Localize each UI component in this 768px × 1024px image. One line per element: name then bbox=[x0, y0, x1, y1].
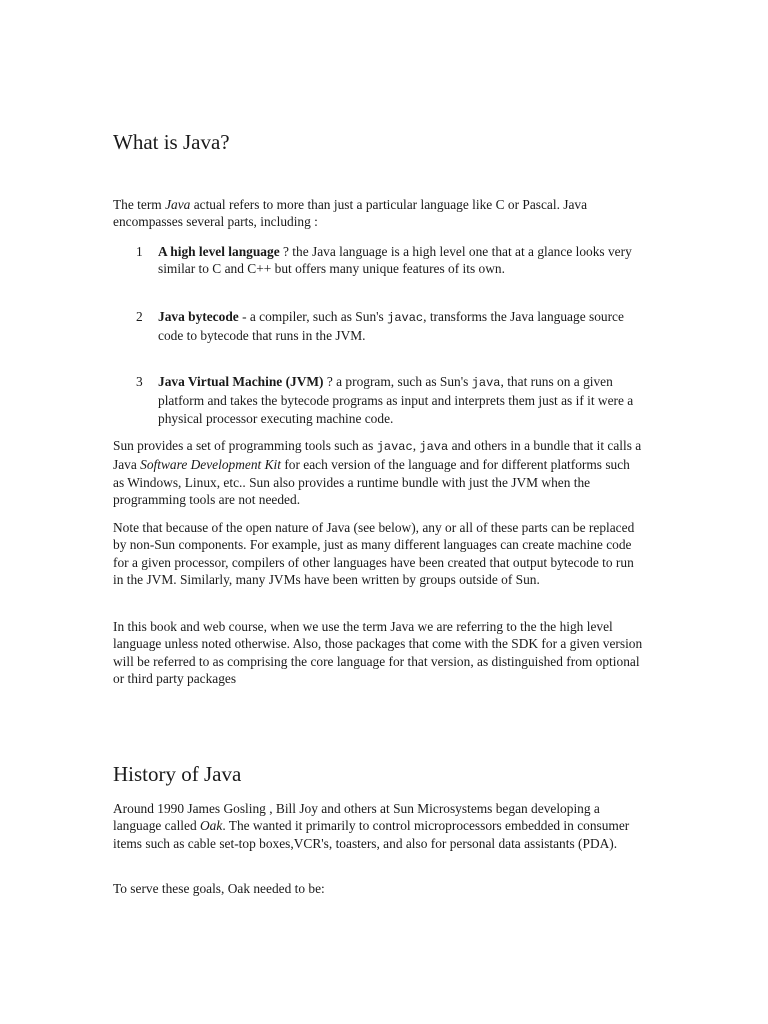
list-item-text bbox=[158, 243, 643, 278]
para-text: for each version of the language and for different platforms such as Windows, Linux, etc.. Sun also provides a runtime bundle with just the JVM when the programming tools are not needed. bbox=[113, 457, 630, 508]
para-text: Around 1990 James Gosling , Bill Joy and others at Sun Microsystems began developing a language called bbox=[113, 801, 600, 834]
para-text: , bbox=[412, 438, 420, 453]
list-item-desc: , that runs on a given platform and takes the bytecode programs as input and interprets them just as if it were a physical processor executing machine code. bbox=[158, 374, 634, 426]
history-paragraph bbox=[113, 800, 643, 852]
list-item-desc: ? the Java language is a high level one that at a glance looks very similar to C and C++ but offers many unique features of its own. bbox=[158, 244, 632, 277]
intro-term-java: Java bbox=[165, 197, 191, 212]
list-item-number: 3 bbox=[136, 374, 143, 389]
heading-history-of-java: History of Java bbox=[113, 762, 242, 786]
list-item-text bbox=[158, 373, 643, 427]
list-item-term: Java Virtual Machine (JVM) bbox=[158, 374, 324, 389]
book-paragraph: In this book and web course, when we use the term Java we are referring to the the high level language unless noted otherwise. Also, those packages that come with the SDK for a given version will be referred to as comprising the core language for that version, as distinguished from optional or third party packages bbox=[113, 619, 643, 687]
code-java: java bbox=[419, 440, 449, 454]
code-javac: javac bbox=[376, 440, 413, 454]
para-text: and others in a bundle that it calls a Java bbox=[113, 438, 642, 473]
list-item-term: A high level language bbox=[158, 244, 280, 259]
code-java: java bbox=[471, 376, 501, 390]
term-sdk: Software Development Kit bbox=[140, 457, 281, 473]
para-text: Sun provides a set of programming tools such as bbox=[113, 438, 377, 453]
heading-what-is-java: What is Java? bbox=[113, 130, 230, 154]
list-item-term: Java bytecode bbox=[158, 309, 239, 324]
sun-tools-paragraph bbox=[113, 437, 643, 509]
intro-paragraph bbox=[113, 196, 643, 231]
list-item-number: 1 bbox=[136, 244, 143, 259]
list-item-desc: - a compiler, such as Sun's bbox=[238, 309, 388, 324]
code-javac: javac bbox=[387, 311, 424, 325]
intro-text-2: actual refers to more than just a particular language like C or Pascal. Java encompasses several parts, including : bbox=[113, 197, 588, 230]
list-item-desc: ? a program, such as Sun's bbox=[323, 374, 472, 389]
goals-paragraph: To serve these goals, Oak needed to be: bbox=[113, 881, 325, 896]
intro-text-1: The term bbox=[113, 197, 166, 212]
term-oak: Oak bbox=[200, 818, 223, 834]
list-item-number: 2 bbox=[136, 309, 143, 324]
para-text: . The wanted it primarily to control microprocessors embedded in consumer items such as cable set-top boxes,VCR's, toasters, and also for personal data assistants (PDA). bbox=[113, 818, 630, 851]
list-item-desc: , transforms the Java language source code to bytecode that runs in the JVM. bbox=[158, 309, 624, 344]
list-item-text bbox=[158, 308, 643, 345]
note-paragraph: Note that because of the open nature of Java (see below), any or all of these parts can be replaced by non-Sun components. For example, just as many different languages can create machine code for a given processor, compilers of other languages have been created that output bytecode to run in the JVM. Similarly, many JVMs have been written by groups outside of Sun. bbox=[113, 520, 635, 588]
